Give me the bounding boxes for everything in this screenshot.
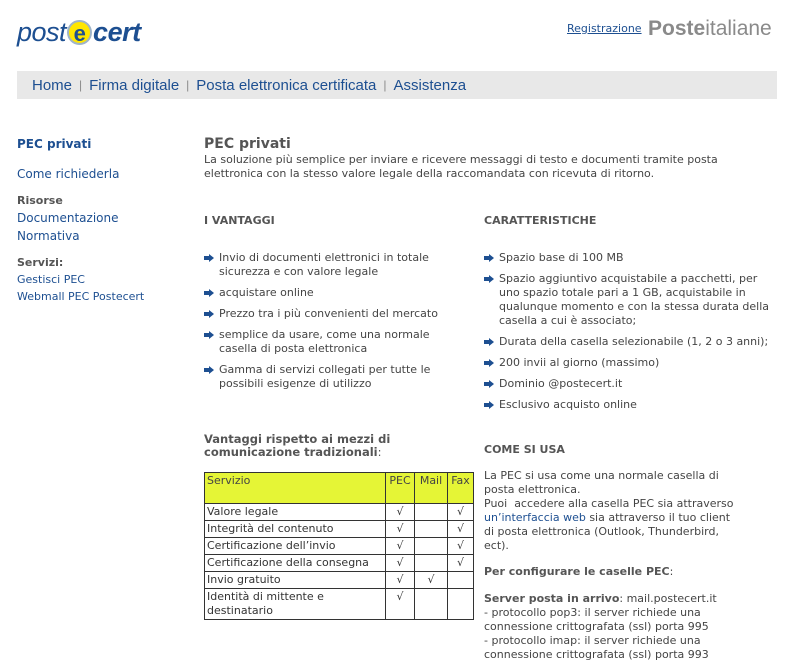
arrow-right-icon: [204, 254, 214, 262]
config-heading: [484, 565, 734, 579]
list-item: [204, 363, 469, 391]
table-row: [205, 589, 474, 620]
pop3-info: - protocollo pop3: il server richiede una connessione crittografata (ssl) porta 995: [484, 606, 709, 633]
table-header-row: [205, 473, 474, 504]
usage-text: Puoi accedere alla casella PEC sia attraverso: [484, 497, 737, 510]
list-item-text: semplice da usare, come una normale casella di posta elettronica: [219, 328, 430, 355]
vantaggi-list: [204, 251, 469, 391]
list-item-text: Spazio base di 100 MB: [499, 251, 624, 264]
mail-check: √: [415, 572, 448, 589]
table-header-servizio: Servizio: [205, 473, 386, 504]
nav-separator: |: [186, 78, 190, 92]
mail-check: [415, 555, 448, 572]
list-item: [484, 398, 774, 412]
service-cell: Certificazione dell’invio: [205, 538, 386, 555]
list-item: [484, 377, 774, 391]
list-item: [204, 251, 469, 279]
sidebar-heading-servizi: Servizi:: [17, 256, 64, 269]
list-item-text: acquistare online: [219, 286, 314, 299]
arrow-right-icon: [204, 289, 214, 297]
fax-check: [448, 589, 474, 620]
nav-separator: |: [383, 78, 387, 92]
list-item: [484, 272, 774, 328]
list-item: [204, 286, 469, 300]
registration-link[interactable]: Registrazione: [567, 22, 642, 35]
fax-check: √: [448, 538, 474, 555]
mail-check: [415, 538, 448, 555]
arrow-right-icon: [204, 331, 214, 339]
sidebar-item-come-richiederla[interactable]: Come richiederla: [17, 167, 120, 181]
pec-check: √: [386, 538, 415, 555]
pec-check: √: [386, 572, 415, 589]
logo-post: post: [17, 16, 67, 47]
main-nav: [17, 71, 777, 99]
list-item-text: Durata della casella selezionabile (1, 2 o 3 anni);: [499, 335, 769, 348]
list-item-text: Spazio aggiuntivo acquistabile a pacchetti, per uno spazio totale pari a 1 GB, acquistabile in qualunque momento e con la stessa durata della casella a cui è associato;: [499, 272, 770, 327]
table-row: [205, 572, 474, 589]
table-header-mail: Mail: [415, 473, 448, 504]
intro-text: La soluzione più semplice per inviare e ricevere messaggi di testo e documenti tramite posta elettronica con la stesso valore legale della raccomandata con ricevuta di ritorno.: [204, 153, 718, 180]
vantaggi-heading: I VANTAGGI: [204, 214, 275, 227]
usage-paragraph-2: [484, 497, 737, 553]
fax-check: [448, 572, 474, 589]
arrow-right-icon: [484, 338, 494, 346]
table-row: [205, 555, 474, 572]
sidebar-item-webmall[interactable]: Webmall PEC Postecert: [17, 290, 145, 303]
service-cell: Certificazione della consegna: [205, 555, 386, 572]
config-heading-suffix: :: [669, 565, 674, 578]
list-item-text: Prezzo tra i più convenienti del mercato: [219, 307, 438, 320]
nav-assistenza[interactable]: Assistenza: [393, 76, 467, 94]
comparison-heading-text: Vantaggi rispetto ai mezzi di comunicazione tradizionali: [204, 432, 391, 459]
pec-check: √: [386, 589, 415, 620]
mail-check: [415, 504, 448, 521]
comparison-table: [204, 472, 474, 620]
list-item: [484, 251, 774, 265]
caratteristiche-list: [484, 251, 774, 412]
arrow-right-icon: [204, 366, 214, 374]
web-interface-link[interactable]: un’interfaccia web: [484, 511, 586, 524]
posteitaliane-logo[interactable]: [648, 17, 772, 41]
brand-regular: italiane: [705, 17, 772, 40]
sidebar-item-normativa[interactable]: Normativa: [17, 229, 80, 243]
list-item: [484, 356, 774, 370]
config-heading-text: Per configurare le caselle PEC: [484, 565, 670, 578]
usage-paragraph-1: La PEC si usa come una normale casella di posta elettronica.: [484, 469, 719, 496]
caratteristiche-heading: CARATTERISTICHE: [484, 214, 597, 227]
service-cell: Integrità del contenuto: [205, 521, 386, 538]
comparison-heading: [204, 433, 404, 459]
page-title: PEC privati: [204, 136, 291, 152]
service-cell: Invio gratuito: [205, 572, 386, 589]
table-row: [205, 521, 474, 538]
come-si-usa-section: [484, 443, 737, 662]
sidebar-item-pec-privati[interactable]: PEC privati: [17, 137, 92, 151]
nav-home[interactable]: Home: [32, 76, 73, 94]
server-label: Server posta in arrivo: [484, 592, 620, 605]
logo-e-icon: e: [67, 20, 92, 45]
sidebar-item-gestisci-pec[interactable]: Gestisci PEC: [17, 273, 85, 286]
list-item-text: Invio di documenti elettronici in totale sicurezza e con valore legale: [219, 251, 429, 278]
fax-check: √: [448, 521, 474, 538]
arrow-right-icon: [204, 310, 214, 318]
come-si-usa-heading: COME SI USA: [484, 443, 565, 456]
arrow-right-icon: [484, 254, 494, 262]
service-cell: Valore legale: [205, 504, 386, 521]
postecert-logo[interactable]: [17, 16, 141, 48]
pec-check: √: [386, 504, 415, 521]
list-item: [204, 328, 469, 356]
fax-check: √: [448, 555, 474, 572]
nav-firma-digitale[interactable]: Firma digitale: [89, 76, 180, 94]
mail-check: [415, 521, 448, 538]
list-item-text: Esclusivo acquisto online: [499, 398, 637, 411]
nav-posta-elettronica-certificata[interactable]: Posta elettronica certificata: [196, 76, 377, 94]
brand-bold: Poste: [648, 17, 706, 40]
pec-check: √: [386, 521, 415, 538]
nav-separator: |: [79, 78, 83, 92]
service-cell: Identità di mittente e destinatario: [205, 589, 386, 620]
list-item: [204, 307, 469, 321]
caratteristiche-column: [484, 214, 774, 661]
table-row: [205, 504, 474, 521]
fax-check: √: [448, 504, 474, 521]
arrow-right-icon: [484, 275, 494, 283]
server-value: : mail.postecert.it: [619, 592, 717, 605]
usage-text: sia attraverso il tuo client di posta elettronica (Outlook, Thunderbird, ect).: [484, 511, 731, 552]
list-item-text: Dominio @postecert.it: [499, 377, 623, 390]
table-row: [205, 538, 474, 555]
list-item-text: Gamma di servizi collegati per tutte le possibili esigenze di utilizzo: [219, 363, 431, 390]
server-info: [484, 592, 734, 606]
logo-cert: cert: [93, 16, 141, 47]
pec-check: √: [386, 555, 415, 572]
arrow-right-icon: [484, 401, 494, 409]
sidebar-item-documentazione[interactable]: Documentazione: [17, 211, 119, 225]
list-item: [484, 335, 774, 349]
mail-check: [415, 589, 448, 620]
arrow-right-icon: [484, 359, 494, 367]
comparison-heading-suffix: :: [377, 445, 382, 459]
table-header-fax: Fax: [448, 473, 474, 504]
sidebar-heading-risorse: Risorse: [17, 194, 63, 207]
imap-info: - protocollo imap: il server richiede una connessione crittografata (ssl) porta 993: [484, 634, 709, 661]
vantaggi-column: [204, 214, 470, 617]
list-item-text: 200 invii al giorno (massimo): [499, 356, 660, 369]
main-content: [204, 136, 764, 181]
table-header-pec: PEC: [386, 473, 415, 504]
arrow-right-icon: [484, 380, 494, 388]
sidebar: [17, 137, 187, 303]
